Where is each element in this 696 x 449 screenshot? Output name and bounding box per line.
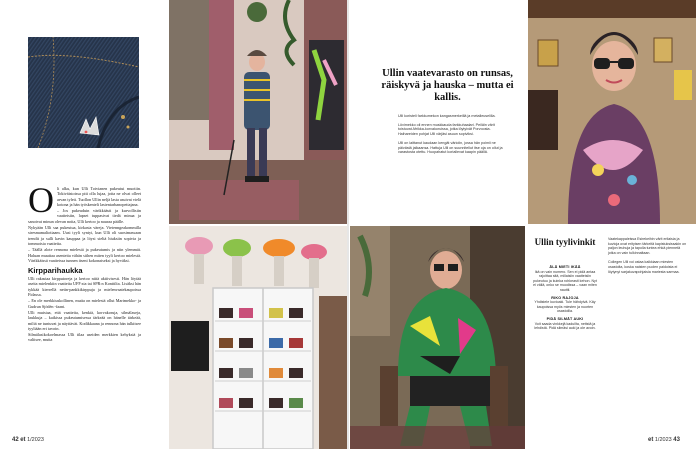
sidebar-title: Ullin tyylivinkit <box>534 237 596 247</box>
sidebar-notes <box>608 237 688 279</box>
jeans-illustration <box>28 37 139 148</box>
photo-captions <box>398 114 506 159</box>
tip-label: ÄLÄ MIETI IKÄÄ <box>549 265 581 269</box>
issue-label: 1/2023 <box>654 437 672 443</box>
portrait-illustration <box>528 0 696 224</box>
sidebar-tips <box>532 262 598 331</box>
photo-hats-and-shoes <box>169 226 348 449</box>
magazine-mark: et <box>20 437 26 443</box>
folio-right <box>648 437 680 443</box>
magazine-mark: et <box>648 437 654 443</box>
paragraph: – Täällä alote rennona mielestä ja pukeutumis ja niin ylemmät. Haluan muuttaa asenteita vähän siihen miten tyyli kertoo mielestä. Värikkäissä vaatteissa tunnen itseni kokonaiseksi ja hyväksi. <box>28 247 141 263</box>
caption: Lövimekko oli ennen muskkauda farkkuhaalari. Peiläin värit toistuvat Afrikka-korvakoruissa, jotka löytyivät Porvoosta. Haihareiden pohjat Ulli värjäsi asuun sopiviksi. <box>398 122 495 137</box>
headline: Ullin vaatevarasto on runsas, räiskyvä ja hauska – mutta ei kallis. <box>381 68 514 103</box>
article-body <box>28 180 141 344</box>
photo-jeans-patch <box>28 37 139 148</box>
spread-gutter <box>347 0 349 449</box>
tip-text: Ikä on vain numero. Sen ei pidä antaa rajoittaa sitä, millaisiin vaatteisiin pukeutuu ja kuinka rohkeasti kehon. Nyt ei väliä, onko se muodissa – vaan miten nauttii. <box>533 269 597 292</box>
studio-illustration <box>169 0 348 224</box>
sidebar-note: Collegen Ulli voi ostaa kaikkiaan miesten osastolta, koska naisten puolen paidoista ei löytynyt sarjakuvapohjaisia mariesta sarmaa. <box>608 260 680 274</box>
paragraph: Ulli rakastaa kirpputoreja ja kertoo niitä aktiivisesti. Hän löytää aseita mielenkiin vaatteita UFF:sta tai SPR:n Konttilta. Lisäksi hän tykkää kierrellä netin-pankkikirppuja ja mielenvaatekaupoissa Fidassa. <box>28 276 141 298</box>
tip-label: RIKO RAJOJA <box>551 295 579 300</box>
sidebar-note: Vaatekappaleissa Esirekeihin värit erilaisia ja kuvioja ovat erityisen tärkeitä kapistuksissakin on paljon leuhuja ja tapolla tuntea ehkä piennetä jotka on vain tulkinnaltaan. <box>608 237 687 255</box>
tip-text: Voit saada vinkkejä kaduilta, netistä ja lehdistä. Pidä silmäsi auki ja ole avoin. <box>534 321 596 331</box>
page-number: 42 <box>12 437 19 443</box>
shoe-cabinet-illustration <box>169 226 348 449</box>
tip-text: Yhdistele kuvioaki. Tule hähdylvä. Käy kaupoissa myös miesten ja nuorten osastoilla. <box>534 300 596 314</box>
caption: Ulli koristeli farkkumekon kangasmerkeillä ja metalleuselilla. <box>398 114 496 118</box>
folio-left <box>12 437 44 443</box>
caption: Ulli on laittanut kaudaan kengät värioiin, jossa hän poimii ne päivästä jalkaansa. Hattuja Ulli on suunnitellut itse oja on ollut ja varastosta otettu. Huopahatut koriallevat kaapin päällä. <box>398 140 503 155</box>
paragraph: li alku, kun Ulli Toivianen pukeutui muotiin. Tokiväistoissa piti olla lujaa, jotta ne olvat olleet arvan tyleti. Tuollon Ullin neljä lasta asuivat vielä kotona ja hän työskenteli lastentarhanopettajana. <box>57 186 141 207</box>
seated-illustration <box>350 226 525 449</box>
photo-seated-green-jacket <box>350 226 525 449</box>
paragraph: – Jos pukeuduin värikkäästi ja kurvollisiin vaatteisiin, lapset tuppasivat tiedä minua ja sanoivat minun olevan noita, Ulli kertoo ja nauraa päälle. <box>28 208 141 224</box>
issue-label: 1/2023 <box>27 437 44 443</box>
subheading: Kirpparihaukka <box>28 266 83 276</box>
page-number: 43 <box>673 437 680 443</box>
paragraph: Silmälasikokoelmassa Ulli tilaa useiden merkkien kehyksiä ja valitsee, mutta <box>28 332 141 343</box>
paragraph: – En ole merkkiuskollinen, mutta on mielestä ollut Marimekko- ja Gudrun Sjödén -faani. <box>28 298 141 309</box>
paragraph: Nykyään Ulli saa pukeutua, kirkasta väreja. Vietenngeakommilla stresmamaliotiaam. Uusi tyyli syntyi, kun Ulli oli suosimassaan trendit ja sulli kavin kauppaa ja löysi sieltä hiuksiin sopivia ja tommoisia vaatteita. <box>28 225 141 246</box>
paragraph: Ulli muistaa, että vaatteita, kenkiä, korvakoruja, silmälaseja, laukkuja – kaikissa pukeutumisessa tärkeää on hänelle tärkeää, miltä ne tuntuvat ja näyttävät. Kodikkaana ja rennona hän tulkitsee tyyliään eri tavoin. <box>28 309 141 331</box>
photo-portrait-sunglasses <box>528 0 696 224</box>
tip-label: PIDÄ SILMÄT AUKI <box>546 316 584 321</box>
dropcap: O <box>28 180 54 220</box>
photo-studio-portrait <box>169 0 348 224</box>
